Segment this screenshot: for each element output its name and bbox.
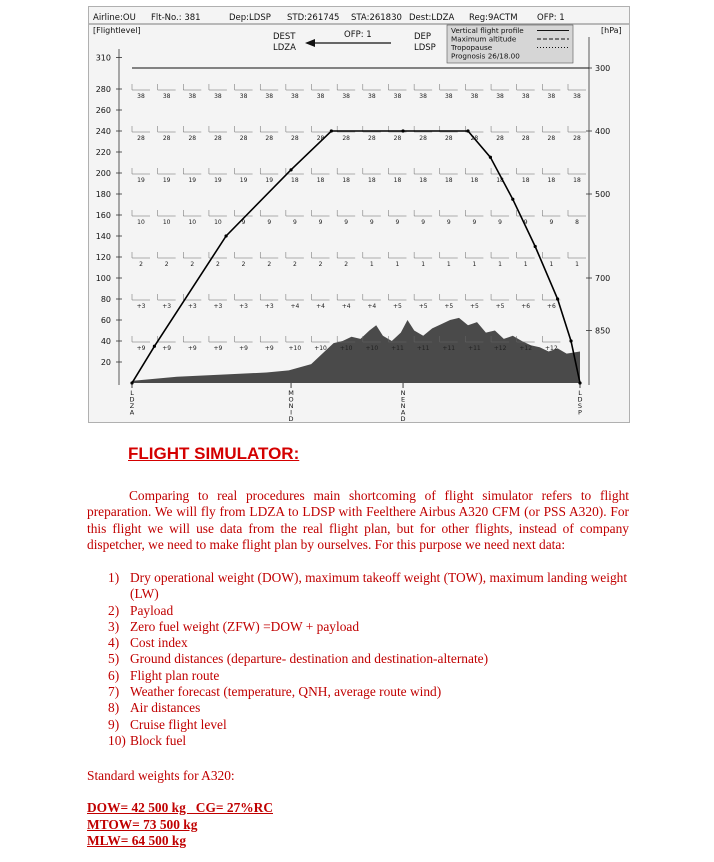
wind-value: 38: [419, 93, 427, 100]
wind-value: 28: [368, 135, 376, 142]
wind-value: 2: [318, 261, 323, 268]
wind-value: 19: [265, 177, 274, 184]
flight-level-axis: [96, 49, 122, 385]
y-tick-label: 220: [95, 148, 111, 157]
wind-value: 38: [393, 93, 402, 100]
weight-mtow: MTOW= 73 500 kg: [87, 816, 198, 832]
wind-value: 38: [496, 93, 504, 100]
waypoint-name: N E N A D: [400, 389, 406, 423]
wind-value: 38: [316, 93, 325, 100]
wind-value: +4: [367, 303, 377, 310]
wind-value: 38: [368, 93, 376, 100]
wind-value: +12: [519, 345, 533, 352]
wind-value: 2: [139, 261, 143, 268]
wind-value: +10: [365, 345, 379, 352]
wind-value: +9: [213, 345, 223, 352]
wind-value: 28: [419, 135, 427, 142]
wind-value: 18: [496, 177, 504, 184]
legend-entry: Tropopause: [451, 43, 493, 52]
wind-value: 38: [444, 93, 453, 100]
list-item: 2) Payload: [108, 602, 174, 618]
wind-value: +3: [264, 303, 274, 310]
wind-value: 10: [214, 219, 222, 226]
y-tick-label: 40: [100, 337, 111, 346]
wind-value: 19: [214, 177, 222, 184]
wind-value: 1: [498, 261, 502, 268]
wind-value: 38: [470, 93, 479, 100]
wind-value: +11: [391, 345, 404, 352]
y-tick-label: 120: [95, 253, 111, 262]
wind-value: 28: [316, 135, 325, 142]
list-item: 1) Dry operational weight (DOW), maximum takeoff weight (TOW), maximum landing weight (LW): [108, 570, 628, 602]
wind-value: 9: [318, 219, 323, 226]
wind-value: 1: [575, 261, 579, 268]
y-tick-label: 310: [95, 53, 111, 63]
wind-value: 18: [393, 177, 402, 184]
wind-value: 28: [291, 135, 299, 142]
wind-value: 38: [214, 93, 222, 100]
wind-value: 19: [162, 177, 171, 184]
list-item: 5) Ground distances (departure- destination and destination-alternate): [108, 651, 489, 667]
wind-value: 9: [446, 219, 451, 226]
wind-value: +11: [416, 345, 430, 352]
wind-value: 18: [342, 177, 350, 184]
wind-value: 19: [239, 177, 248, 184]
wind-value: 2: [292, 261, 297, 268]
header-field: OFP: 1: [537, 13, 565, 23]
legend-entry: Vertical flight profile: [451, 26, 524, 35]
dep-word: DEP: [414, 32, 432, 42]
profile-point: [224, 234, 227, 237]
list-item: 10) Block fuel: [108, 732, 187, 748]
list-item: 3) Zero fuel weight (ZFW) =DOW + payload: [108, 618, 360, 634]
wind-value: +3: [162, 303, 172, 310]
wind-value: 1: [369, 261, 374, 268]
wind-value: 1: [421, 261, 426, 268]
wind-value: 9: [267, 219, 272, 226]
wind-value: +4: [316, 303, 325, 310]
header-field: STD:261745: [287, 13, 340, 23]
dep-code: LDSP: [414, 43, 436, 53]
chart-legend: [447, 25, 573, 63]
wind-value: 1: [446, 261, 451, 268]
header-field: Airline:OU: [93, 13, 136, 23]
arrow-left-icon: [305, 39, 315, 47]
wind-value: 38: [265, 93, 274, 100]
wind-value: +11: [468, 345, 481, 352]
wind-value: 28: [137, 135, 145, 142]
wind-value: 9: [523, 219, 528, 226]
left-axis-label: [Flightlevel]: [93, 26, 141, 35]
y-tick-label: 280: [95, 85, 111, 94]
wind-value: 28: [188, 135, 197, 142]
wind-value: 28: [470, 135, 479, 142]
header-field: Dep:LDSP: [229, 13, 271, 23]
wind-value: 2: [241, 261, 246, 268]
wind-value: 2: [190, 261, 195, 268]
wind-value: 28: [265, 135, 274, 142]
wind-value: 28: [162, 135, 171, 142]
route-direction: [273, 30, 436, 53]
wind-value: +10: [339, 345, 353, 352]
wind-value: +4: [290, 303, 300, 310]
wind-value: 9: [292, 219, 297, 226]
wind-value: 18: [444, 177, 453, 184]
wind-value: 10: [162, 219, 171, 226]
y-tick-label: 20: [100, 358, 111, 367]
wind-value: +9: [136, 345, 146, 352]
profile-point: [511, 198, 514, 201]
weights-title: Standard weights for A320:: [87, 768, 235, 783]
list-item: 6) Flight plan route: [108, 667, 220, 683]
wind-grid: [132, 84, 586, 352]
vertical-flight-profile-chart: [88, 6, 630, 423]
list-item: 4) Cost index: [108, 635, 188, 651]
wind-value: 38: [162, 93, 171, 100]
wind-value: +5: [495, 303, 505, 310]
wind-value: 2: [164, 261, 169, 268]
y-tick-label: 260: [95, 106, 111, 115]
wind-value: 28: [496, 135, 504, 142]
wind-value: 8: [575, 219, 579, 226]
wind-value: 9: [421, 219, 426, 226]
wind-value: 1: [523, 261, 528, 268]
wind-value: +5: [444, 303, 454, 310]
wind-value: 28: [214, 135, 222, 142]
profile-point: [330, 129, 333, 132]
wind-value: +12: [545, 345, 558, 352]
y-tick-label: 160: [95, 211, 111, 220]
y-tick-label: 200: [95, 169, 111, 178]
wind-value: 18: [521, 177, 530, 184]
y-tick-label: 180: [95, 190, 111, 199]
wind-value: 28: [239, 135, 248, 142]
wind-value: 38: [188, 93, 197, 100]
y-tick-label: 240: [95, 127, 111, 136]
profile-point: [466, 129, 469, 132]
legend-entry: Prognosis 26/18.00: [451, 51, 520, 61]
wind-value: 28: [547, 135, 556, 142]
header-field: STA:261830: [351, 13, 402, 23]
wind-value: 9: [472, 219, 477, 226]
waypoint-name: M O N I D: [288, 389, 294, 423]
wind-value: 18: [316, 177, 325, 184]
profile-point: [534, 245, 537, 248]
wind-value: 2: [216, 261, 220, 268]
wind-value: 38: [547, 93, 556, 100]
wind-value: 28: [521, 135, 530, 142]
wind-value: 9: [395, 219, 400, 226]
profile-point: [289, 168, 292, 171]
list-item: 9) Cruise flight level: [108, 716, 227, 732]
wind-value: 10: [188, 219, 197, 226]
profile-point: [556, 297, 559, 300]
pressure-tick-label: 500: [595, 190, 611, 199]
y-tick-label: 100: [95, 274, 111, 283]
wind-value: 19: [188, 177, 197, 184]
legend-entry: Maximum altitude: [451, 34, 517, 44]
wind-value: +3: [187, 303, 197, 310]
wind-value: 9: [549, 219, 554, 226]
wind-value: +10: [288, 345, 302, 352]
wind-value: 38: [239, 93, 248, 100]
wind-value: 18: [470, 177, 479, 184]
header-field: Reg:9ACTM: [469, 13, 518, 23]
profile-point: [489, 156, 492, 159]
profile-point: [569, 339, 572, 342]
wind-value: +3: [239, 303, 249, 310]
wind-value: 19: [137, 177, 145, 184]
wind-value: +5: [418, 303, 428, 310]
right-axis-label: [hPa]: [601, 26, 622, 35]
waypoint-labels: [129, 383, 582, 423]
wind-value: +5: [469, 303, 479, 310]
wind-value: +6: [546, 303, 556, 310]
list-item: 8) Air distances: [108, 700, 201, 716]
y-tick-label: 80: [100, 295, 111, 304]
wind-value: 18: [368, 177, 376, 184]
terrain-area: [132, 318, 580, 383]
weight-dow: DOW= 42 500 kg CG= 27%RC: [87, 800, 273, 815]
pressure-tick-label: 300: [595, 64, 611, 73]
wind-value: +4: [341, 303, 351, 310]
wind-value: 28: [444, 135, 453, 142]
waypoint-name: L D Z A: [129, 389, 135, 417]
wind-value: 1: [395, 261, 400, 268]
wind-value: 1: [472, 261, 477, 268]
profile-point: [401, 129, 404, 132]
wind-value: 38: [291, 93, 299, 100]
wind-value: +3: [213, 303, 223, 310]
wind-value: +9: [162, 345, 172, 352]
list-item: 7) Weather forecast (temperature, QNH, average route wind): [108, 684, 442, 700]
pressure-tick-label: 850: [595, 326, 611, 336]
wind-value: 28: [342, 135, 350, 142]
wind-value: 9: [369, 219, 374, 226]
wind-value: 38: [342, 93, 350, 100]
wind-value: 18: [291, 177, 299, 184]
ofp-label: OFP: 1: [344, 30, 372, 40]
weight-mlw: MLW= 64 500 kg: [87, 833, 187, 848]
wind-value: 9: [498, 219, 502, 226]
pressure-axis: [586, 37, 610, 385]
wind-value: 2: [344, 261, 349, 268]
wind-value: 18: [547, 177, 556, 184]
wind-value: +10: [314, 345, 327, 352]
wind-value: 18: [419, 177, 427, 184]
wind-value: 38: [573, 93, 581, 100]
y-tick-label: 60: [100, 316, 111, 325]
wind-value: +9: [239, 345, 249, 352]
profile-point: [153, 345, 156, 348]
wind-value: 9: [344, 219, 349, 226]
wind-value: +12: [493, 345, 507, 352]
wind-value: +9: [187, 345, 197, 352]
wind-value: +9: [264, 345, 274, 352]
wind-value: +11: [442, 345, 456, 352]
header-field: Flt-No.: 381: [151, 13, 201, 23]
y-tick-label: 140: [95, 232, 111, 241]
wind-value: 38: [137, 93, 145, 100]
terrain-profile: [132, 318, 580, 383]
wind-value: 38: [521, 93, 530, 100]
wind-value: 1: [549, 261, 554, 268]
header-field: Dest:LDZA: [409, 13, 455, 23]
dest-word: DEST: [273, 32, 296, 42]
standard-weights: [87, 800, 273, 850]
wind-value: +3: [136, 303, 146, 310]
intro-paragraph: Comparing to real procedures main shortcoming of flight simulator refers to flight preparation. We will fly from LDZA to LDSP with Feelthere Airbus A320 CFM (or PSS A320). For this flight we will use data from the real flight plan, but for other flights, instead of company dispetcher, we need to make flight plan by ourselves. For this purpose we need next data:: [87, 488, 629, 552]
wind-value: 2: [267, 261, 272, 268]
waypoint-name: L D S P: [577, 389, 583, 417]
section-heading: FLIGHT SIMULATOR:: [128, 444, 300, 463]
wind-value: +6: [521, 303, 531, 310]
pressure-tick-label: 400: [595, 127, 611, 136]
wind-value: 10: [137, 219, 145, 226]
pressure-tick-label: 700: [595, 274, 611, 283]
wind-value: 18: [573, 177, 581, 184]
wind-value: +5: [393, 303, 402, 310]
dest-code: LDZA: [273, 43, 296, 53]
wind-value: 28: [393, 135, 402, 142]
wind-value: 9: [241, 219, 246, 226]
wind-value: 28: [573, 135, 581, 142]
required-data-list: [108, 570, 629, 749]
